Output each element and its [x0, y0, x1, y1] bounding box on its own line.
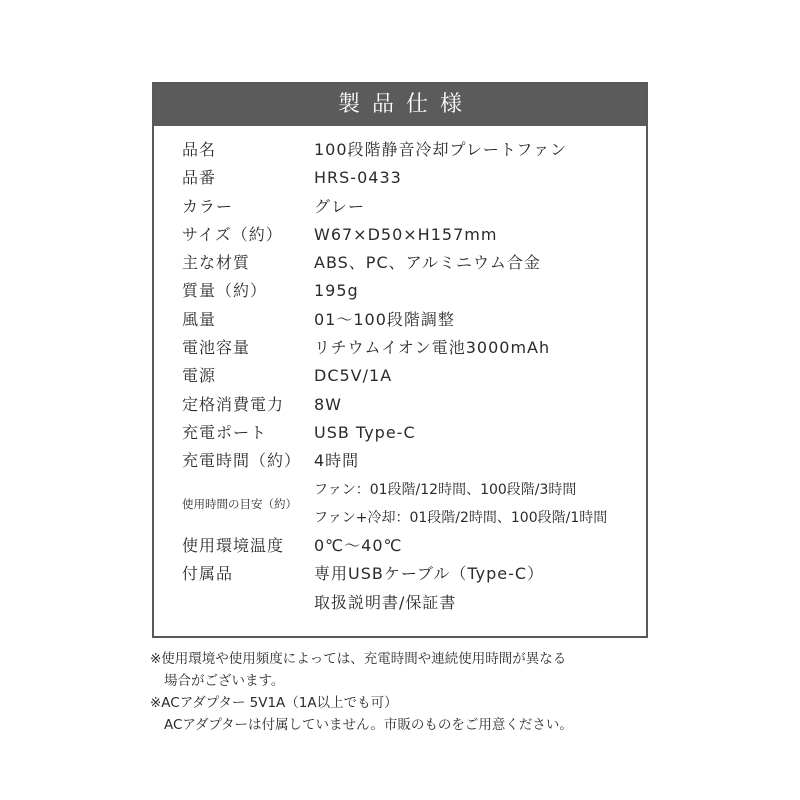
spec-label: 電池容量 — [182, 338, 251, 358]
spec-value: 0℃～40℃ — [314, 536, 403, 556]
spec-row-power-consumption — [154, 391, 646, 419]
spec-value: 4時間 — [314, 451, 360, 471]
spec-row-temperature — [154, 532, 646, 560]
spec-label: 風量 — [182, 309, 217, 329]
spec-rows — [154, 136, 646, 617]
spec-row-accessories-cont — [154, 589, 646, 617]
spec-value: リチウムイオン電池3000mAh — [314, 338, 551, 358]
spec-value: 8W — [314, 394, 342, 414]
spec-table — [152, 82, 648, 638]
spec-label: 充電ポート — [182, 422, 268, 442]
spec-value: DC5V/1A — [314, 366, 393, 386]
spec-label: 主な材質 — [182, 253, 251, 273]
spec-label: 電源 — [182, 366, 217, 386]
spec-row-accessories — [154, 560, 646, 588]
spec-row-battery — [154, 334, 646, 362]
note-line: 場合がございます。 — [164, 673, 285, 689]
spec-row-color — [154, 193, 646, 221]
spec-label: 品名 — [182, 140, 217, 159]
spec-row-charging-time — [154, 447, 646, 475]
spec-label: サイズ（約） — [182, 224, 283, 244]
spec-value: 専用USBケーブル（Type-C） — [314, 564, 545, 584]
spec-label: 定格消費電力 — [182, 394, 285, 414]
note-line: ※ACアダプター 5V1A（1A以上でも可） — [150, 695, 398, 711]
spec-row-size — [154, 221, 646, 249]
spec-value: 取扱説明書/保証書 — [314, 592, 457, 612]
note-line: ※使用環境や使用頻度によっては、充電時間や連続使用時間が異なる — [150, 651, 567, 667]
spec-row-charging-port — [154, 419, 646, 447]
spec-value: W67×D50×H157mm — [314, 224, 498, 244]
spec-label: 充電時間（約） — [182, 451, 302, 471]
spec-value: ファン：01段階/12時間、100段階/3時間 — [314, 481, 577, 498]
spec-row-airflow — [154, 306, 646, 334]
spec-value: USB Type-C — [314, 422, 416, 442]
spec-row-weight — [154, 277, 646, 305]
spec-row-material — [154, 249, 646, 277]
spec-value: グレー — [314, 196, 366, 216]
spec-row-model-number — [154, 164, 646, 192]
spec-label: カラー — [182, 196, 234, 216]
note-line: ACアダプターは付属していません。市販のものをご用意ください。 — [164, 717, 573, 733]
spec-label: 質量（約） — [182, 281, 268, 301]
spec-label: 使用時間の目安（約） — [182, 496, 297, 511]
spec-row-usage-time-cont — [154, 504, 646, 532]
spec-value: HRS-0433 — [314, 168, 402, 188]
spec-row-power-source — [154, 362, 646, 390]
spec-row-product-name — [154, 136, 646, 164]
notes — [150, 648, 670, 736]
spec-value: 195g — [314, 281, 359, 301]
spec-label: 使用環境温度 — [182, 536, 285, 556]
spec-label: 品番 — [182, 168, 217, 188]
spec-value: 100段階静音冷却プレートファン — [314, 140, 568, 159]
spec-value: ABS、PC、アルミニウム合金 — [314, 253, 541, 273]
spec-label: 付属品 — [182, 564, 234, 584]
spec-value: ファン+冷却：01段階/2時間、100段階/1時間 — [314, 509, 608, 526]
spec-row-usage-time — [154, 476, 646, 511]
spec-value: 01～100段階調整 — [314, 309, 455, 329]
spec-title: 製品仕様 — [154, 84, 646, 126]
